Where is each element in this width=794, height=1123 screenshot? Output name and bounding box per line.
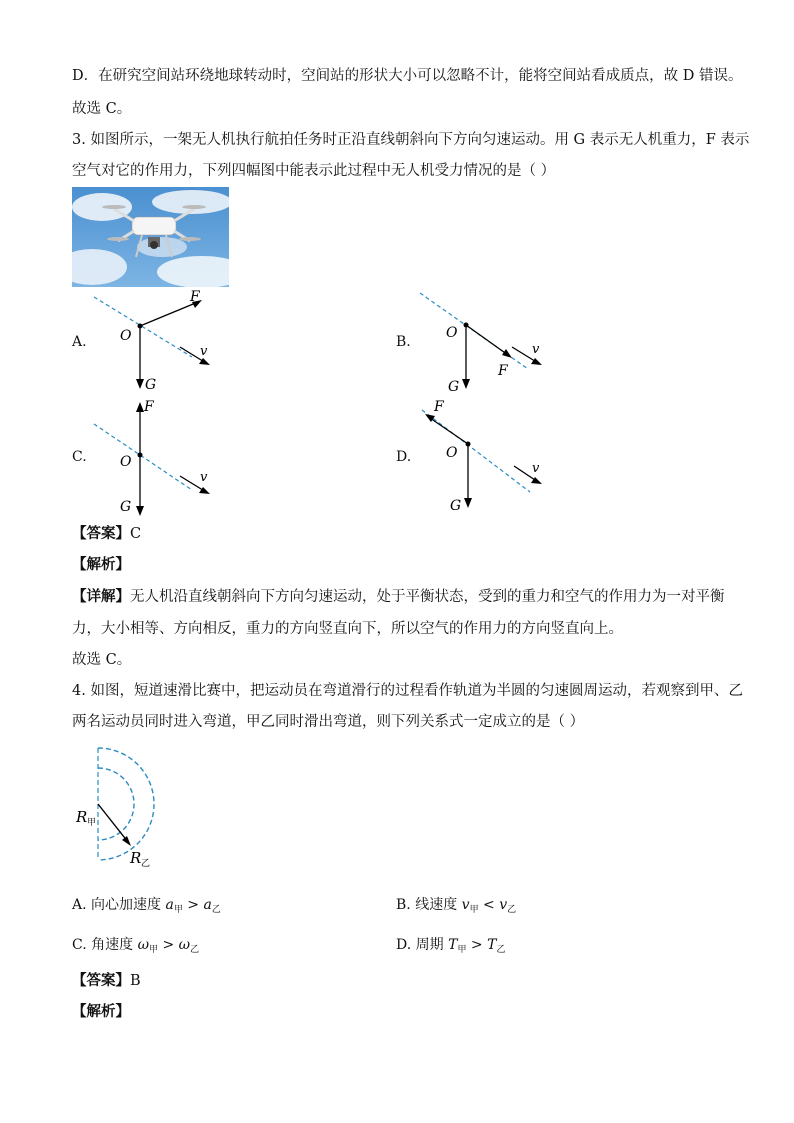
q3-analysis-tag: 【解析】 [72,556,130,573]
q3-option-a-diagram [80,285,240,400]
q4-c-op: > [162,937,175,953]
q3-answer-tag: 【答案】 [72,525,130,542]
q3-option-b-label: B. [396,334,411,350]
q3-stem-line1: 3. 如图所示，一架无人机执行航拍任务时正沿直线朝斜向下方向匀速运动。用 G 表示无人机重力，F 表示 [72,132,750,148]
q3-detail-line1 [72,587,725,607]
q3-b-velocity-v: v [532,342,540,357]
q3-d-origin-o: O [446,445,458,461]
q3-option-d-diagram [410,394,570,519]
q3-conclusion: 故选 C。 [72,652,132,668]
q4-c-sym2: ω [178,937,191,953]
q4-stem-line1: 4. 如图，短道速滑比赛中，把运动员在弯道滑行的过程看作轨道为半圆的匀速圆周运动，若观察到甲、乙 [72,683,743,699]
q3-a-origin-o: O [120,328,132,344]
q3-c-origin-o: O [120,454,132,470]
q4-b-op: < [483,897,495,913]
q3-answer-value: C [130,526,142,542]
q4-b-sym2: v [499,897,508,913]
q4-a-sym2: a [203,897,212,913]
q3-b-force-f: F [498,363,508,379]
q4-answer-tag: 【答案】 [72,972,130,989]
q3-a-force-f: F [190,289,200,305]
q3-b-gravity-g: G [448,379,460,395]
q4-option-b [396,895,516,920]
q4-b-sym1: v [461,897,470,913]
q4-answer-value: B [130,973,141,989]
q4-option-d-prefix: D. 周期 [396,937,444,953]
q4-a-sub2: 乙 [211,905,221,915]
q4-answer [72,971,141,991]
q4-stem-line2: 两名运动员同时进入弯道，甲乙同时滑出弯道，则下列关系式一定成立的是（ ） [72,714,585,730]
q4-a-op: > [187,897,200,913]
q4-option-b-prefix: B. 线速度 [396,897,458,913]
q4-c-sym1: ω [137,937,149,953]
q4-b-sub2: 乙 [507,905,517,915]
q4-d-sub1: 甲 [457,945,467,955]
q3-detail-line2: 力，大小相等、方向相反，重力的方向竖直向下，所以空气的作用力的方向竖直向上。 [72,621,623,637]
q3-option-d-label: D. [396,449,412,465]
q4-option-d [396,935,505,960]
q3-c-force-f: F [144,399,154,415]
q3-d-force-f: F [434,399,444,415]
q3-d-velocity-v: v [532,461,540,476]
q4-option-a-prefix: A. 向心加速度 [72,897,162,913]
q4-c-sub2: 乙 [190,945,200,955]
q3-b-origin-o: O [446,325,458,341]
q3-c-gravity-g: G [120,499,132,515]
q3-option-c-diagram [80,394,240,519]
q3-stem-line2: 空气对它的作用力，下列四幅图中能表示此过程中无人机受力情况的是（ ） [72,163,556,179]
q3-d-gravity-g: G [450,498,462,514]
q4-r-jia-symbol: R [76,808,88,826]
q4-d-sym2: T [487,937,497,953]
q4-d-sym1: T [448,937,458,953]
q3-detail-text1: 无人机沿直线朝斜向下方向匀速运动，处于平衡状态，受到的重力和空气的作用力为一对平衡 [130,589,725,605]
q4-track-diagram [70,742,180,872]
q4-d-sub2: 乙 [496,945,506,955]
q4-option-c [72,935,199,960]
q4-option-a [72,895,221,920]
q3-option-a-label: A. [72,334,87,350]
q4-analysis-tag: 【解析】 [72,1003,130,1020]
q4-a-sym1: a [165,897,174,913]
q3-option-c-label: C. [72,449,87,465]
q4-a-sub1: 甲 [173,905,183,915]
q4-d-op: > [470,937,483,953]
q4-r-yi-symbol: R [130,849,142,867]
q3-a-gravity-g: G [145,377,157,393]
prev-conclusion: 故选 C。 [72,101,132,117]
q4-c-sub1: 甲 [149,945,159,955]
q4-r-yi-sub: 乙 [141,859,151,869]
prev-option-d-text: D．在研究空间站环绕地球转动时，空间站的形状大小可以忽略不计，能将空间站看成质点，故 D 错误。 [72,68,743,84]
q3-c-velocity-v: v [200,470,208,485]
q4-option-c-prefix: C. 角速度 [72,937,134,953]
q3-answer [72,524,141,544]
q3-option-b-diagram [410,285,570,400]
q3-detail-tag: 【详解】 [72,588,130,605]
q4-b-sub1: 甲 [469,905,479,915]
drone-photo [72,187,229,287]
q3-a-velocity-v: v [200,344,208,359]
q4-r-jia-sub: 甲 [87,818,97,828]
